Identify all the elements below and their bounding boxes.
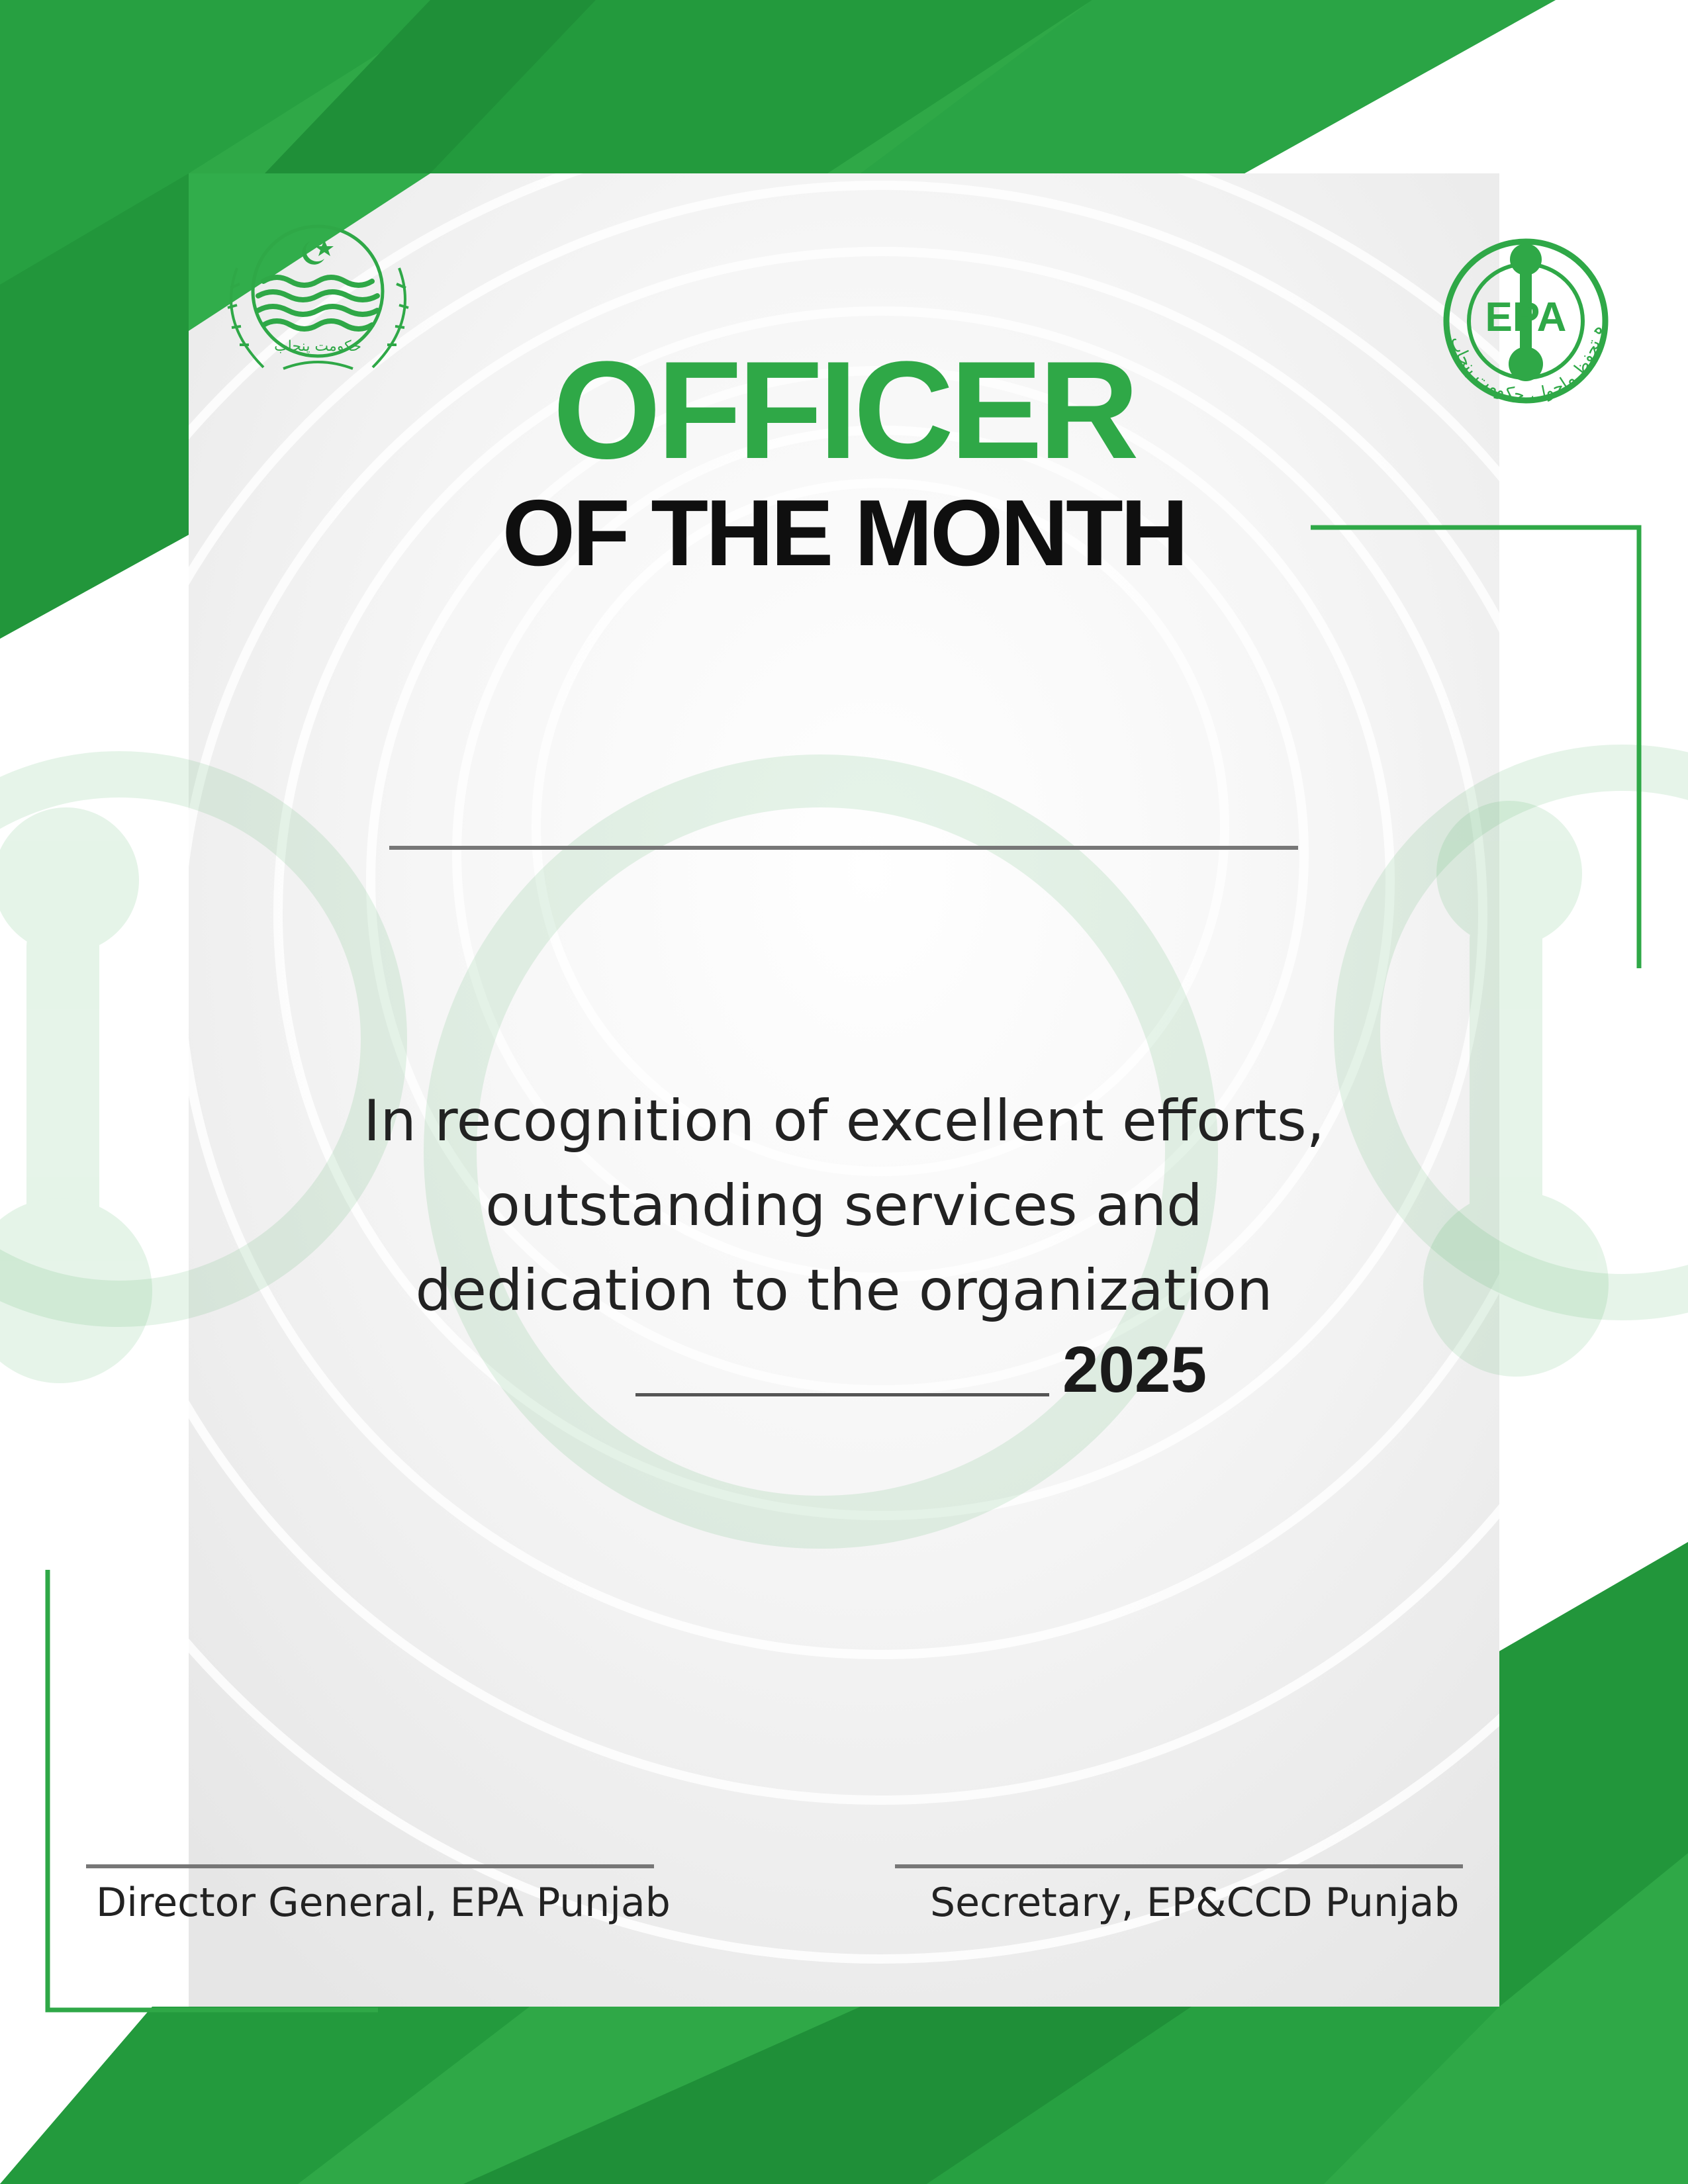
epa-letters: EPA bbox=[1485, 295, 1567, 340]
left-signature-label: Director General, EPA Punjab bbox=[96, 1880, 671, 1926]
month-line bbox=[635, 1393, 1049, 1396]
recognition-line-3: dedication to the organization bbox=[415, 1257, 1273, 1324]
certificate-subtitle: OF THE MONTH bbox=[502, 480, 1186, 586]
recognition-line-1: In recognition of excellent efforts, bbox=[363, 1088, 1325, 1154]
right-signature-label: Secretary, EP&CCD Punjab bbox=[930, 1880, 1460, 1926]
epa-ring-text: ہ تحفظ ماحول، حکومت پنجاب bbox=[1446, 324, 1607, 406]
left-signature-line bbox=[86, 1864, 654, 1868]
punjab-emblem-text: حکومت پنجاب bbox=[274, 338, 361, 355]
right-signature-line bbox=[895, 1864, 1463, 1868]
recipient-name-line bbox=[389, 846, 1298, 850]
certificate-title: OFFICER bbox=[553, 332, 1135, 488]
recognition-text bbox=[0, 1079, 1688, 1333]
certificate-year: 2025 bbox=[1062, 1333, 1207, 1406]
recognition-line-2: outstanding services and bbox=[485, 1173, 1203, 1239]
